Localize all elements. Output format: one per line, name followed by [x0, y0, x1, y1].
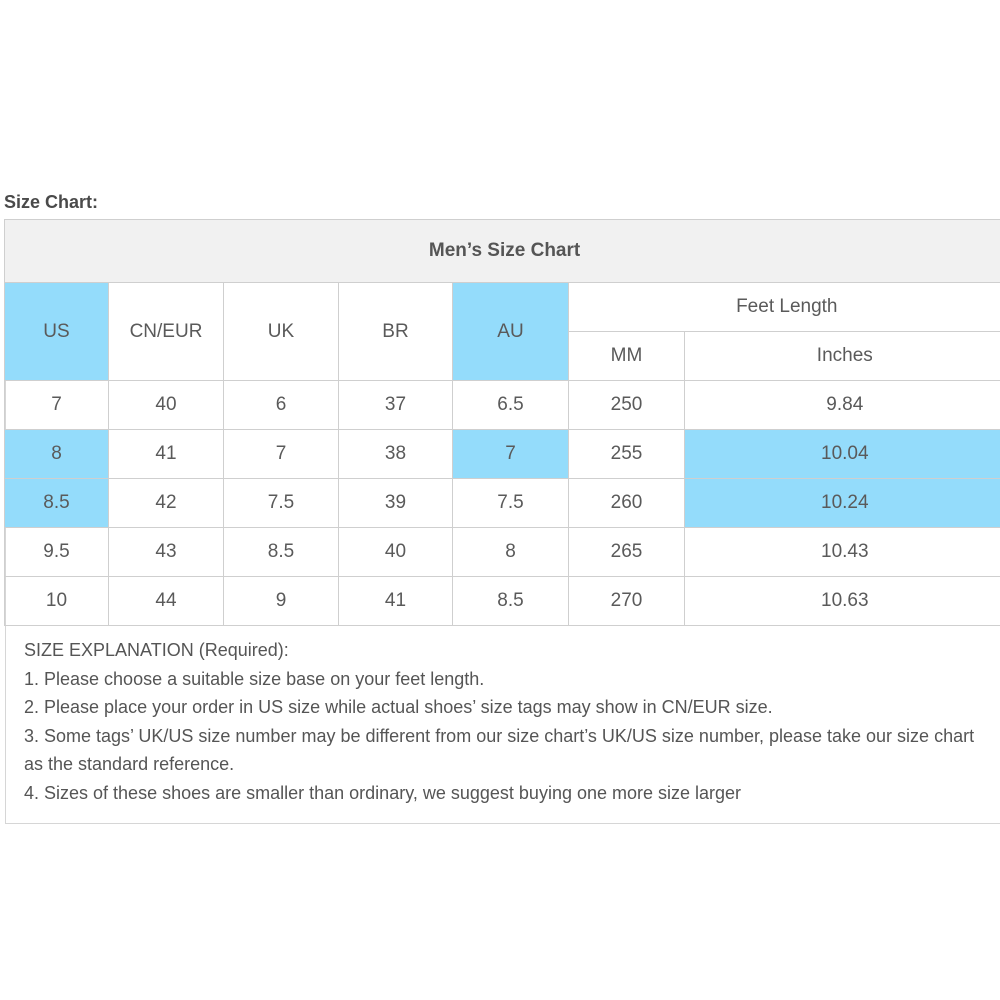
- explanation-item: 2. Please place your order in US size while actual shoes’ size tags may show in CN/EUR size.: [24, 697, 773, 718]
- cell-inches: 10.04: [685, 430, 1000, 479]
- header-br: BR: [339, 283, 453, 381]
- cell-br: 37: [339, 381, 453, 430]
- table-row: [5, 381, 1000, 430]
- cell-uk: 7: [224, 430, 339, 479]
- cell-mm: 265: [569, 528, 685, 577]
- explanation-item: 4. Sizes of these shoes are smaller than ordinary, we suggest buying one more size larger: [24, 782, 742, 803]
- cell-au: 7.5: [453, 479, 569, 528]
- table-row: [5, 479, 1000, 528]
- explanation-item: 1. Please choose a suitable size base on your feet length.: [24, 668, 485, 689]
- cell-cn-eur: 43: [109, 528, 224, 577]
- header-uk: UK: [224, 283, 339, 381]
- cell-uk: 9: [224, 577, 339, 626]
- explanation-item: 3. Some tags’ UK/US size number may be different from our size chart’s UK/US size number, please take our size chart as the standard reference.: [24, 725, 975, 775]
- cell-cn-eur: 44: [109, 577, 224, 626]
- section-label: Size Chart:: [4, 192, 99, 212]
- cell-mm: 250: [569, 381, 685, 430]
- cell-us: 10: [5, 577, 109, 626]
- cell-au: 8: [453, 528, 569, 577]
- cell-mm: 270: [569, 577, 685, 626]
- cell-mm: 255: [569, 430, 685, 479]
- header-au: AU: [453, 283, 569, 381]
- explanation-heading: SIZE EXPLANATION (Required):: [24, 640, 289, 660]
- cell-mm: 260: [569, 479, 685, 528]
- table-row: [5, 430, 1000, 479]
- size-explanation: [24, 636, 989, 808]
- cell-us: 8: [5, 430, 109, 479]
- cell-cn-eur: 41: [109, 430, 224, 479]
- cell-inches: 10.43: [685, 528, 1000, 577]
- cell-au: 6.5: [453, 381, 569, 430]
- table-row: [5, 528, 1000, 577]
- cell-inches: 10.24: [685, 479, 1000, 528]
- cell-inches: 10.63: [685, 577, 1000, 626]
- cell-br: 39: [339, 479, 453, 528]
- header-mm: MM: [569, 332, 685, 381]
- cell-us: 9.5: [5, 528, 109, 577]
- cell-us: 7: [5, 381, 109, 430]
- cell-uk: 7.5: [224, 479, 339, 528]
- cell-inches: 9.84: [685, 381, 1000, 430]
- size-table: [4, 219, 1000, 626]
- header-inches: Inches: [685, 332, 1000, 381]
- cell-cn-eur: 40: [109, 381, 224, 430]
- cell-br: 38: [339, 430, 453, 479]
- cell-au: 8.5: [453, 577, 569, 626]
- cell-uk: 8.5: [224, 528, 339, 577]
- table-title: Men’s Size Chart: [5, 220, 1000, 283]
- cell-uk: 6: [224, 381, 339, 430]
- cell-br: 41: [339, 577, 453, 626]
- cell-br: 40: [339, 528, 453, 577]
- header-feet-length: Feet Length: [569, 283, 1000, 332]
- header-cn-eur: CN/EUR: [109, 283, 224, 381]
- table-row: [5, 577, 1000, 626]
- cell-au: 7: [453, 430, 569, 479]
- cell-cn-eur: 42: [109, 479, 224, 528]
- cell-us: 8.5: [5, 479, 109, 528]
- header-us: US: [5, 283, 109, 381]
